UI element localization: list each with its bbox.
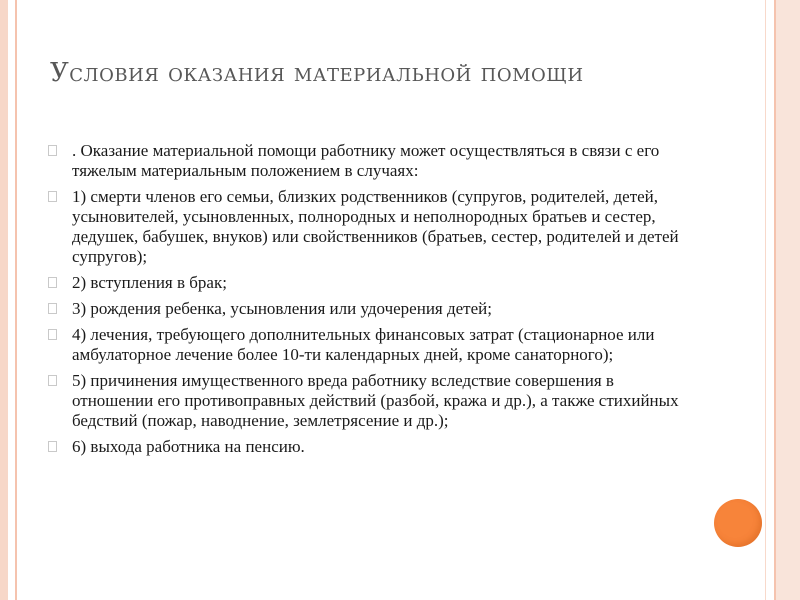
orange-circle-decoration — [714, 499, 762, 547]
list-item-text: 4) лечения, требующего дополнительных финансовых затрат (стационарное или амбулаторное лечение более 10-ти календарных дней, кроме санаторного); — [72, 325, 655, 364]
list-item — [48, 371, 688, 431]
bullet-icon — [48, 277, 57, 288]
list-item-text: 1) смерти членов его семьи, близких родственников (супругов, родителей, детей, усыновителей, усыновленных, полнородных и неполнородных братьев и сестер, дедушек, бабушек, внуков) или свойственников (братьев, сестер, родителей и детей супругов); — [72, 187, 679, 266]
list-item-text: 2) вступления в брак; — [72, 273, 227, 292]
list-item-text: 6) выхода работника на пенсию. — [72, 437, 305, 456]
list-item-text: 3) рождения ребенка, усыновления или удочерения детей; — [72, 299, 492, 318]
right-border-thin-line — [765, 0, 766, 600]
bullet-icon — [48, 375, 57, 386]
right-border-strip — [774, 0, 800, 600]
bullet-icon — [48, 145, 57, 156]
bullet-icon — [48, 329, 57, 340]
list-item — [48, 299, 688, 319]
list-item-text: . Оказание материальной помощи работнику может осуществляться в связи с его тяжелым материальным положением в случаях: — [72, 141, 660, 180]
slide-title: Условия оказания материальной помощи — [50, 58, 584, 88]
left-border-line — [15, 0, 17, 600]
list-item — [48, 325, 688, 365]
list-item — [48, 437, 688, 457]
list-item — [48, 141, 688, 181]
bullet-icon — [48, 191, 57, 202]
left-border-strip — [0, 0, 8, 600]
bullet-list — [48, 141, 688, 463]
bullet-icon — [48, 441, 57, 452]
list-item — [48, 187, 688, 267]
list-item — [48, 273, 688, 293]
right-border-line — [774, 0, 776, 600]
bullet-icon — [48, 303, 57, 314]
list-item-text: 5) причинения имущественного вреда работнику вследствие совершения в отношении его противоправных действий (разбой, кража и др.), а также стихийных бедствий (пожар, наводнение, землетрясение и др.); — [72, 371, 679, 430]
